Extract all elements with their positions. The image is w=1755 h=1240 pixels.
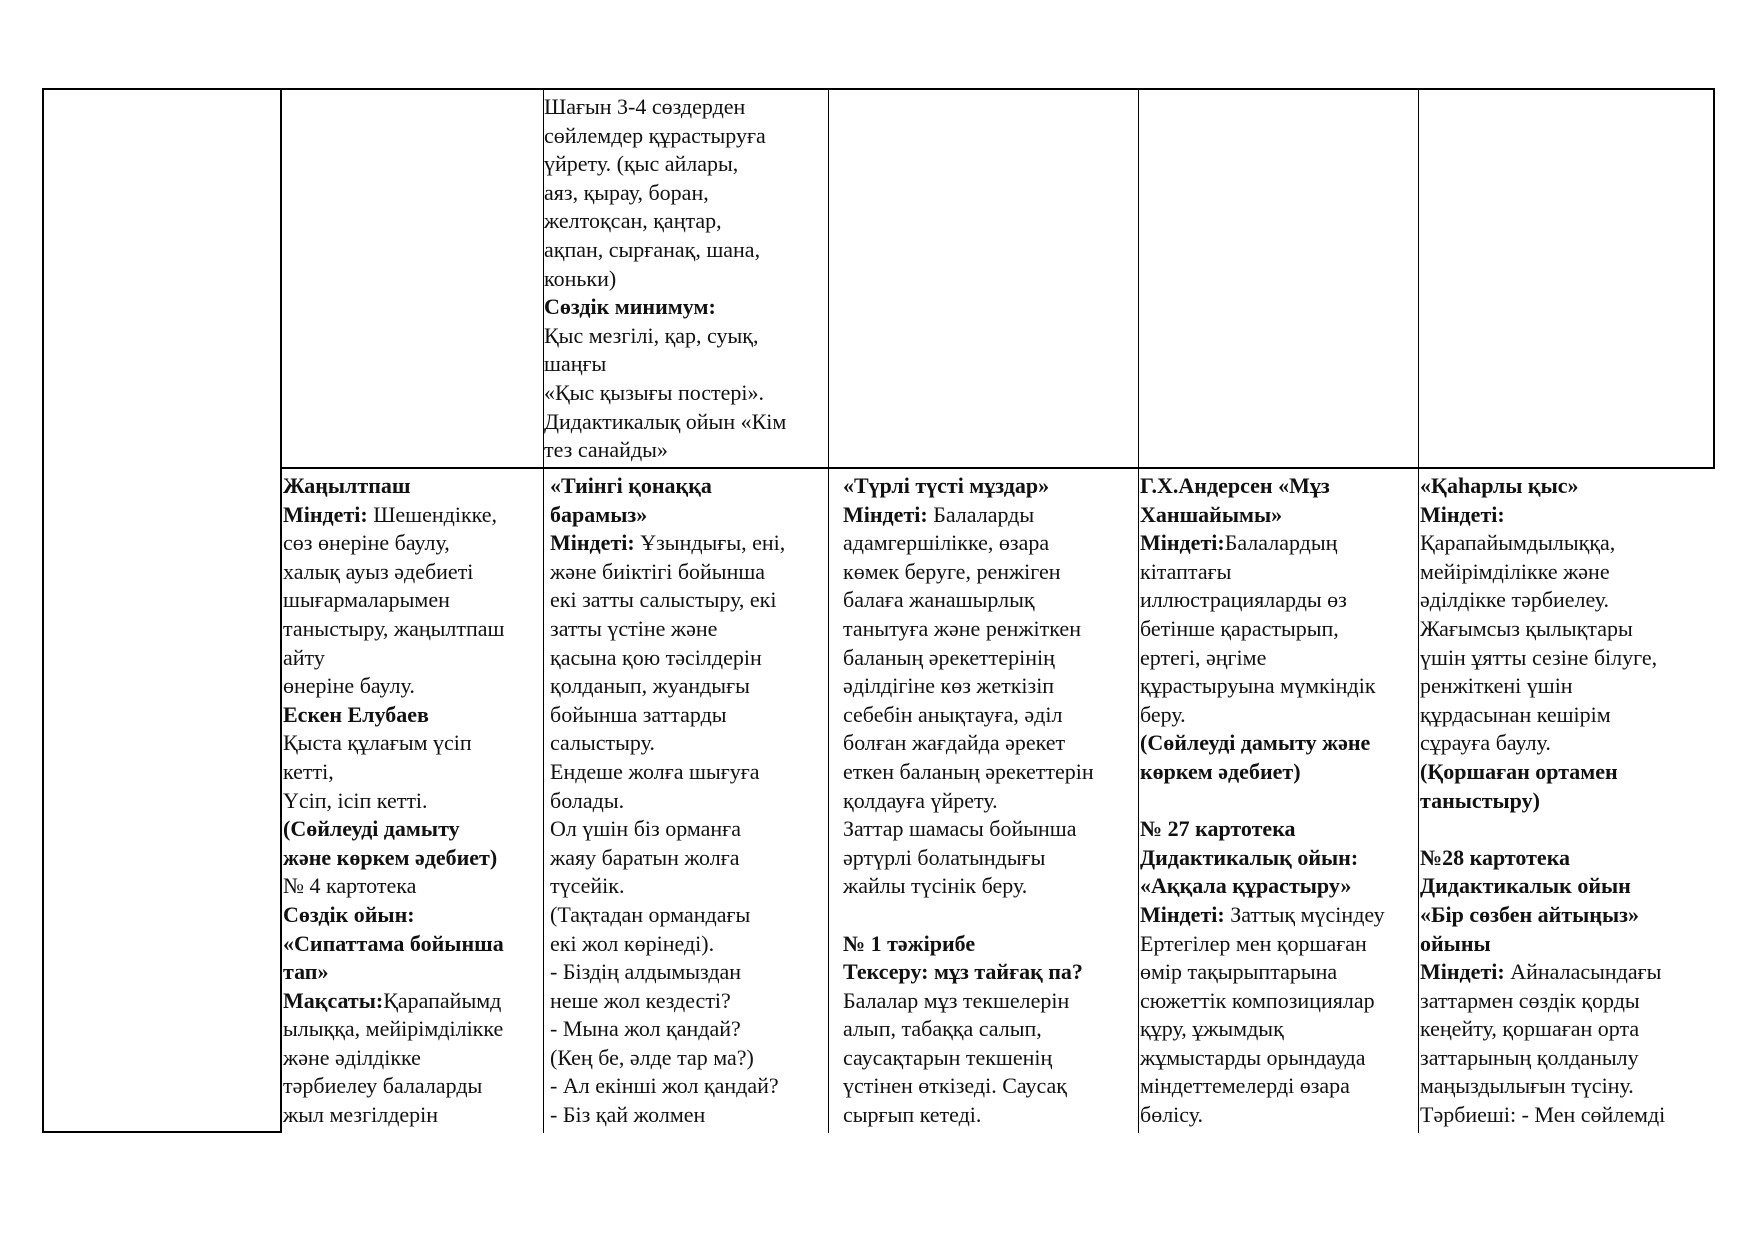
text-line: Міндеті: [1420,501,1505,527]
text-line: екі затты салыстыру, екі [550,587,777,613]
text-line: (Қоршаған ортамен [1420,758,1618,784]
text-line: кетті, [283,758,334,784]
text-line: саусақтарын текшенің [843,1044,1053,1070]
text-line: сөз өнеріне баулу, [283,530,450,556]
field-text: Ұзындығы, ені, [634,530,786,556]
field-text: Балалардың [1224,530,1338,556]
text-line: Ол үшін біз орманға [550,816,741,842]
text-line: және биіктігі бойынша [550,558,766,584]
text-line: бойынша заттарды [550,701,727,727]
text-line: «Қаһарлы қыс» [1420,473,1579,498]
text-line: Тексеру: мұз тайғақ па? [843,959,1083,985]
text-line: адамгершілікке, өзара [843,530,1050,556]
text-line: «Түрлі түсті мұздар» [843,473,1050,498]
main-row-cell-4 [1140,472,1385,1130]
text-line: - Мына жол қандай? [550,1016,741,1042]
text-line: екі жол көрінеді). [550,930,715,956]
text-line: үйрету. (қыс айлары, [544,151,739,177]
text-line: үшін ұятты сезіне білуге, [1420,644,1658,670]
column-divider-1 [280,88,282,1133]
text-line: және көркем әдебиет) [283,844,498,870]
column-divider-3 [828,88,829,1133]
text-line: Дидактикалық ойын «Кім [544,408,787,434]
text-line: көмек беруге, ренжіген [843,558,1061,584]
text-line: желтоқсан, қаңтар, [544,208,722,234]
text-line [1420,958,1665,987]
text-line: Ескен Елубаев [283,701,429,727]
text-line: халық ауыз әдебиеті [283,558,474,584]
text-line: жайлы түсінік беру. [843,873,1028,899]
text-line: аяз, қырау, боран, [544,179,709,205]
text-line: танытуға және ренжіткен [843,615,1081,641]
text-line: жыл мезгілдерін [283,1102,439,1128]
top-row-cell-2 [544,93,786,465]
text-line: № 27 картотека [1140,816,1296,842]
text-line: №28 картотека [1420,844,1571,870]
text-line: қолдауға үйрету. [843,787,998,813]
text-line: міндеттемелерді өзара [1140,1073,1350,1099]
text-line [283,501,504,530]
text-line: Сөздік минимум: [544,294,716,320]
text-line: таныстыру) [1420,787,1540,813]
text-line: ренжіткені үшін [1420,673,1573,699]
text-line: балаға жанашырлық [843,587,1035,613]
text-line: ертегі, әңгіме [1140,644,1267,670]
text-line: әртүрлі болатындығы [843,844,1046,870]
text-line: - Ал екінші жол қандай? [550,1073,779,1099]
text-line [1140,787,1385,816]
text-line: кеңейту, қоршаған орта [1420,1016,1640,1042]
text-line: сырғып кетеді. [843,1102,982,1128]
text-line: (Сөйлеуді дамыту және [1140,730,1371,756]
text-line: коньки) [544,265,617,291]
field-label: Міндеті: [1140,901,1225,927]
text-line: затты үстіне және [550,615,718,641]
text-line: - Біз қай жолмен [550,1102,706,1128]
text-line: Қыста құлағым үсіп [283,730,472,756]
field-text: Шешендікке, [367,501,498,527]
main-row-cell-3 [843,472,1094,1130]
text-line: жаяу баратын жолға [550,844,740,870]
field-label: Мақсаты: [283,987,384,1013]
text-line: Балалар мұз текшелерін [843,987,1070,1013]
text-line: № 4 картотека [283,873,417,899]
text-line: құрастыруына мүмкіндік [1140,673,1376,699]
text-line: - Біздің алдымыздан [550,959,742,985]
text-line: маңыздылығын түсіну. [1420,1073,1634,1099]
text-line: Тәрбиеші: - Мен сөйлемді [1420,1102,1666,1128]
field-text: Заттық мүсіндеу [1224,901,1385,927]
table-left-border [42,88,44,1133]
text-line: «Бір сөзбен айтыңыз» [1420,901,1640,927]
text-line: «Сипаттама бойынша [283,930,504,956]
field-text: Айналасындағы [1504,959,1662,985]
text-line: тәрбиелеу балаларды [283,1073,483,1099]
text-line: Заттар шамасы бойынша [843,816,1077,842]
field-text: Балаларды [927,501,1035,527]
text-line: сөйлемдер құрастыруға [544,122,766,148]
field-label: Міндеті: [283,501,368,527]
text-line: неше жол кездесті? [550,987,731,1013]
text-line: Ендеше жолға шығуға [550,758,760,784]
text-line [1140,529,1385,558]
text-line: жұмыстарды орындауда [1140,1044,1366,1070]
text-line: (Кең бе, әлде тар ма?) [550,1044,754,1070]
text-line [1420,815,1665,844]
text-line: шығармаларымен [283,587,450,613]
text-line: (Сөйлеуді дамыту [283,816,460,842]
text-line: ақпан, сырғанақ, шана, [544,236,761,262]
text-line: салыстыру. [550,730,655,756]
text-line: ойыны [1420,930,1491,956]
text-line: Дидактикалык ойын [1420,873,1631,899]
text-line: Үсіп, ісіп кетті. [283,787,428,813]
text-line: құру, ұжымдық [1140,1016,1284,1042]
field-label: Міндеті: [1420,959,1505,985]
text-line: иллюстрацияларды өз [1140,587,1347,613]
text-line: болған жағдайда әрекет [843,730,1066,756]
text-line: кітаптағы [1140,558,1232,584]
text-line: тез санайды» [544,437,668,463]
field-label: Міндеті: [843,501,928,527]
text-line: қолданып, жуандығы [550,673,750,699]
text-line: Жағымсыз қылықтары [1420,615,1633,641]
text-line [843,901,1094,930]
text-line: сюжеттік композициялар [1140,987,1375,1013]
text-line: Шағын 3-4 сөздерден [544,94,746,119]
text-line: заттарының қолданылу [1420,1044,1639,1070]
table-right-border [1713,88,1715,468]
text-line: тап» [283,959,329,985]
text-line: еткен баланың әрекеттерін [843,758,1094,784]
text-line: түсейік. [550,873,625,899]
text-line: шаңғы [544,351,607,377]
text-line: «Тиінгі қонаққа [550,473,712,498]
text-line [1140,901,1385,930]
table-bottom-border [42,1131,282,1133]
text-line: алып, табаққа салып, [843,1016,1042,1042]
text-line: әділдікке тәрбиелеу. [1420,587,1610,613]
main-row-cell-2 [550,472,785,1130]
text-line: мейірімділікке және [1420,558,1610,584]
text-line: қасына қою тәсілдерін [550,644,762,670]
text-line: себебін анықтауға, әділ [843,701,1063,727]
text-line: көркем әдебиет) [1140,758,1301,784]
field-label: Міндеті: [550,530,635,556]
column-divider-5 [1418,88,1419,1133]
text-line: Ертегілер мен қоршаған [1140,930,1367,956]
text-line: әділдігіне көз жеткізіп [843,673,1055,699]
text-line [843,501,1094,530]
text-line: бетінше қарастырып, [1140,615,1339,641]
text-line: болады. [550,787,625,813]
text-line: және әділдікке [283,1044,421,1070]
field-label: Міндеті: [1140,530,1225,556]
text-line [550,529,785,558]
text-line: (Тақтадан ормандағы [550,901,751,927]
main-row-cell-5 [1420,472,1665,1130]
text-line: Дидактикалық ойын: [1140,844,1359,870]
text-line: құрдасынан кешірім [1420,701,1611,727]
text-line: Ханшайымы» [1140,501,1283,527]
text-line: баланың әрекеттерінің [843,644,1055,670]
text-line: «Аққала құрастыру» [1140,873,1352,899]
text-line: беру. [1140,701,1186,727]
main-row-cell-1 [283,472,504,1130]
text-line: Қарапайымдылыққа, [1420,530,1616,556]
table-top-border [42,88,1715,90]
text-line: Қыс мезгілі, қар, суық, [544,322,759,348]
text-line: Жаңылтпаш [283,473,411,498]
text-line: заттармен сөздік қорды [1420,987,1640,1013]
text-line: «Қыс қызығы постері». [544,379,765,405]
text-line [283,987,504,1016]
column-divider-4 [1138,88,1139,1133]
text-line: бөлісу. [1140,1102,1204,1128]
text-line: үстінен өткізеді. Саусақ [843,1073,1067,1099]
text-line: өнеріне баулу. [283,673,415,699]
text-line: Сөздік ойын: [283,901,415,927]
text-line: айту [283,644,325,670]
text-line: Г.Х.Андерсен «Мұз [1140,473,1330,498]
text-line: барамыз» [550,501,648,527]
text-line: өмір тақырыптарына [1140,959,1338,985]
field-text: Қарапайымд [383,987,502,1013]
text-line: сұрауға баулу. [1420,730,1551,756]
text-line: таныстыру, жаңылтпаш [283,615,505,641]
text-line: ылыққа, мейірімділікке [283,1016,504,1042]
table-row-divider [281,467,1715,469]
text-line: № 1 тәжірибе [843,930,976,956]
